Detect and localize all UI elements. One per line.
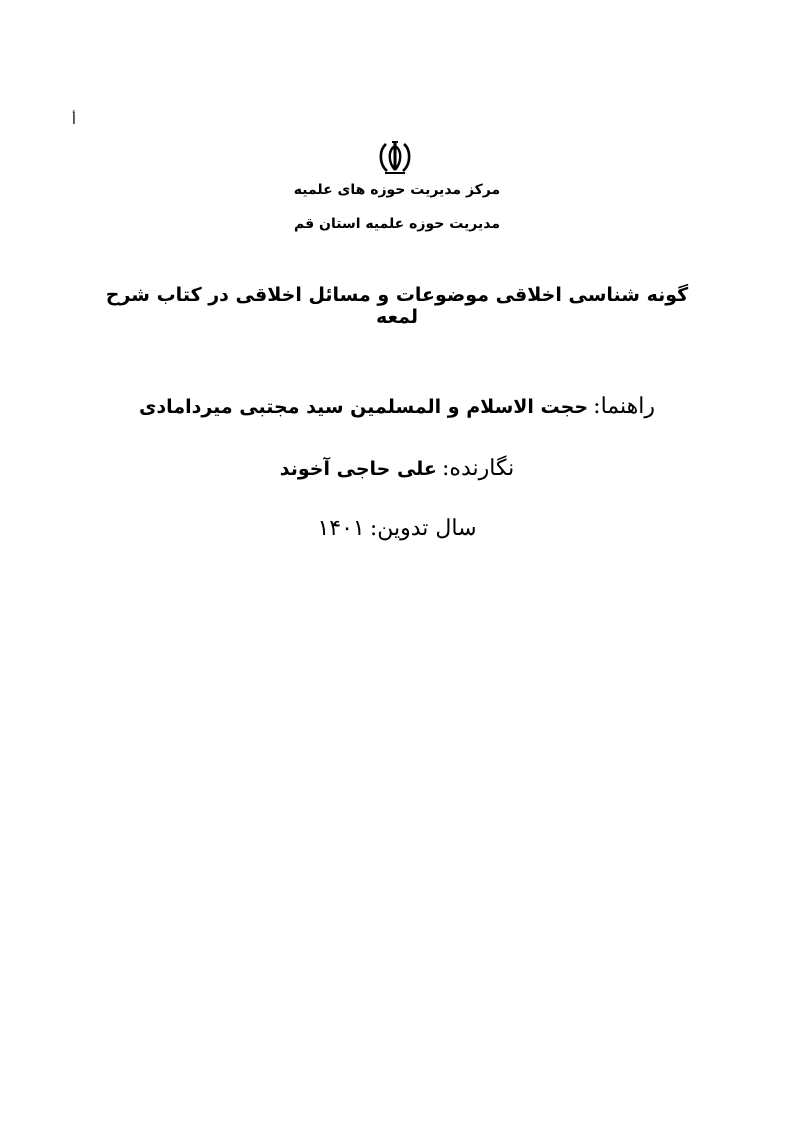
author-line: [100, 456, 694, 481]
year-line: [100, 516, 694, 541]
advisor-line: [100, 394, 694, 419]
thesis-title: گونه شناسی اخلاقی موضوعات و مسائل اخلاقی در کتاب شرح لمعه: [105, 284, 689, 328]
advisor-name: حجت الاسلام و المسلمین سید مجتبی میردامادی: [139, 396, 589, 418]
iran-emblem-icon: [376, 140, 414, 176]
page-number: أ: [72, 112, 76, 128]
author-label: نگارنده:: [442, 456, 515, 481]
org-line-1: مرکز مدیریت حوزه های علمیه: [293, 182, 501, 198]
advisor-label: راهنما:: [593, 394, 655, 419]
year-label: سال تدوین:: [369, 516, 477, 541]
author-name: علی حاجی آخوند: [279, 458, 437, 480]
org-line-2: مدیریت حوزه علمیه استان قم: [294, 216, 500, 232]
year-value: ۱۴۰۱: [317, 516, 365, 541]
